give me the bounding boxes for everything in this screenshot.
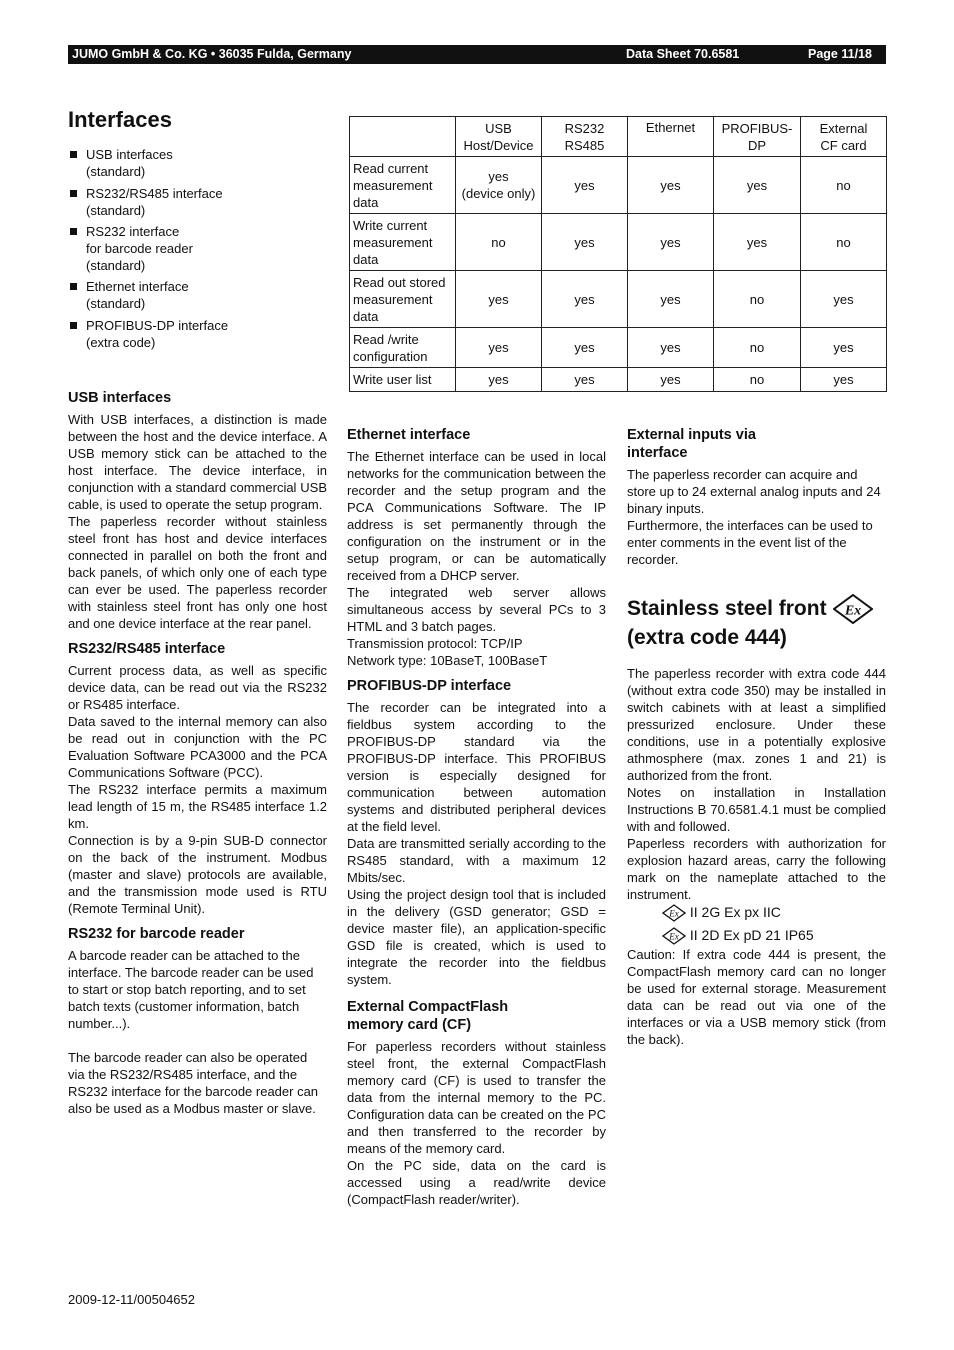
- table-header-row: [350, 117, 887, 157]
- table-row: [350, 271, 887, 328]
- bullet-text: RS232/RS485 interface (standard): [86, 186, 223, 218]
- table-cell: yes: [628, 328, 714, 368]
- ex-mark-text: II 2D Ex pD 21 IP65: [689, 927, 814, 943]
- ex-mark-icon: [662, 927, 686, 945]
- table-cell: Read out stored measurement data: [350, 271, 456, 328]
- header-bar: [68, 45, 886, 64]
- table-cell: yes: [542, 214, 628, 271]
- table-header-cell: RS232 RS485: [542, 117, 628, 157]
- bullet-text: Ethernet interface (standard): [86, 279, 189, 311]
- table-header-cell: Ethernet: [628, 117, 714, 157]
- table-cell: yes: [801, 328, 887, 368]
- table-cell: yes: [456, 368, 542, 392]
- left-column: [68, 389, 327, 1117]
- table-row: [350, 214, 887, 271]
- ethernet-heading: Ethernet interface: [347, 427, 471, 443]
- bullet-icon: [70, 228, 77, 235]
- table-cell: yes: [628, 368, 714, 392]
- ethernet-paragraph: The integrated web server allows simultaneous access by several PCs to 3 HTML and 3 batch pages.: [347, 585, 606, 634]
- table-cell: no: [714, 368, 801, 392]
- bullet-icon: [70, 283, 77, 290]
- stainless-paragraph: Notes on installation in Installation Instructions B 70.6581.4.1 must be complied with and followed.: [627, 785, 886, 834]
- caution-block: [627, 946, 886, 1048]
- table-cell: no: [801, 214, 887, 271]
- ex-mark-line: [662, 925, 814, 945]
- ethernet-paragraph: The Ethernet interface can be used in local networks for the communication between the recorder and the setup program and the PCA Communications Software. The IP address is set permanently through the configuration on the instrument or in the setup program, or can be automatically received from a DHCP server.: [347, 449, 606, 583]
- external-paragraph: The paperless recorder can acquire and store up to 24 external analog inputs and 24 binary inputs.: [627, 467, 881, 516]
- rs232-heading: RS232/RS485 interface: [68, 641, 226, 657]
- page-title: Interfaces: [68, 107, 172, 132]
- table-cell: no: [714, 271, 801, 328]
- rs232-paragraph: Data saved to the internal memory can also be read out in conjunction with the PC Evaluation Software PCA3000 and the PCA Communications Software (PCC).: [68, 714, 327, 780]
- header-datasheet: Data Sheet 70.6581: [626, 47, 740, 61]
- rs232-paragraph: Current process data, as well as specific device data, can be read out via the RS232 or RS485 interface.: [68, 663, 327, 712]
- ex-mark-text: II 2G Ex px IIC: [689, 904, 781, 920]
- table-header-cell: USB Host/Device: [456, 117, 542, 157]
- table-cell: yes: [628, 271, 714, 328]
- rs232-paragraph: Connection is by a 9-pin SUB-D connector on the back of the instrument. Modbus (master and slave) protocols are available, and the transmission mode used is RTU (Remote Terminal Unit).: [68, 833, 327, 916]
- external-paragraph: Furthermore, the interfaces can be used to enter comments in the event list of the recorder.: [627, 518, 873, 567]
- external-heading: External inputs via interface: [627, 427, 756, 461]
- table-header-cell: [350, 117, 456, 157]
- table-cell: Write current measurement data: [350, 214, 456, 271]
- bullet-icon: [70, 151, 77, 158]
- table-cell: no: [456, 214, 542, 271]
- table-row: [350, 368, 887, 392]
- table-cell: Read current measurement data: [350, 157, 456, 214]
- stainless-title: Stainless steel front: [627, 597, 827, 620]
- svg-text:Ex: Ex: [669, 908, 679, 919]
- table-cell: no: [714, 328, 801, 368]
- table-cell: yes: [542, 157, 628, 214]
- barcode-heading: RS232 for barcode reader: [68, 926, 245, 942]
- stainless-body: [627, 665, 886, 903]
- table-cell: yes: [542, 368, 628, 392]
- table-cell: yes: [628, 214, 714, 271]
- profibus-paragraph: Data are transmitted serially according to the RS485 standard, with a maximum 12 Mbits/sec.: [347, 836, 606, 885]
- stainless-subtitle: (extra code 444): [627, 626, 787, 649]
- usb-heading: USB interfaces: [68, 390, 172, 406]
- header-company: JUMO GmbH & Co. KG • 36035 Fulda, Germany: [72, 47, 352, 61]
- header-page: Page 11/18: [808, 47, 872, 61]
- table-row: [350, 328, 887, 368]
- usb-paragraph: The paperless recorder without stainless steel front has host and device interfaces connected in parallel on both the front and back panels, of which only one of each type can ever be used. The paperless recorder with stainless steel front has only one host and one device interface at the rear panel.: [68, 514, 327, 631]
- interfaces-table: [349, 116, 887, 392]
- table-cell: yes: [801, 271, 887, 328]
- table-cell: yes: [542, 271, 628, 328]
- table-header-cell: PROFIBUS- DP: [714, 117, 801, 157]
- svg-text:Ex: Ex: [669, 931, 679, 942]
- profibus-paragraph: The recorder can be integrated into a fieldbus system according to the PROFIBUS-DP standard via the PROFIBUS-DP interface. This PROFIBUS version is especially designed for communication between automation systems and distributed peripheral devices at the field level.: [347, 700, 606, 834]
- table-cell: yes: [628, 157, 714, 214]
- bullet-text: PROFIBUS-DP interface (extra code): [86, 318, 229, 350]
- table-header-cell: External CF card: [801, 117, 887, 157]
- ethernet-paragraph: Network type: 10BaseT, 100BaseT: [347, 653, 548, 668]
- profibus-heading: PROFIBUS-DP interface: [347, 678, 512, 694]
- svg-text:Ex: Ex: [844, 603, 861, 619]
- table-cell: yes: [714, 214, 801, 271]
- barcode-paragraph: The barcode reader can also be operated via the RS232/RS485 interface, and the RS232 interface for the barcode reader can also be used as a Modbus master or slave.: [68, 1050, 319, 1116]
- table-cell: yes: [714, 157, 801, 214]
- caution-paragraph: Caution: If extra code 444 is present, the CompactFlash memory card can no longer be used for external storage. Measurement data can be read out via one of the interfaces or via a USB memory stick (from the back).: [627, 947, 886, 1047]
- stainless-paragraph: Paperless recorders with authorization for explosion hazard areas, carry the following mark on the nameplate attached to the instrument.: [627, 836, 886, 902]
- usb-paragraph: With USB interfaces, a distinction is made between the host and the device interface. A USB memory stick can be attached to the host interface. The device interface, in conjunction with a standard commercial USB cable, is used to operate the setup program.: [68, 412, 327, 512]
- profibus-paragraph: Using the project design tool that is included in the delivery (GSD generator; GSD = device master file), an application-specific GSD file is created, which is used to integrate the recorder into the fieldbus system.: [347, 887, 606, 987]
- table-row: [350, 157, 887, 214]
- table-cell: yes: [801, 368, 887, 392]
- ex-mark-icon: [833, 594, 873, 624]
- bullet-icon: [70, 322, 77, 329]
- bullet-icon: [70, 190, 77, 197]
- footer-date: 2009-12-11/00504652: [68, 1292, 195, 1307]
- table-cell: yes: [542, 328, 628, 368]
- table-cell: yes: [456, 271, 542, 328]
- table-cell: no: [801, 157, 887, 214]
- ethernet-paragraph: Transmission protocol: TCP/IP: [347, 636, 523, 651]
- ex-mark-icon: [662, 904, 686, 922]
- bullet-text: USB interfaces (standard): [86, 147, 173, 179]
- table-cell: Write user list: [350, 368, 456, 392]
- table-cell: Read /write configuration: [350, 328, 456, 368]
- cf-paragraph: On the PC side, data on the card is accessed using a read/write device (CompactFlash reader/writer).: [347, 1158, 606, 1207]
- right-column: [627, 426, 886, 568]
- stainless-heading: [627, 594, 873, 652]
- barcode-paragraph: A barcode reader can be attached to the interface. The barcode reader can be used to start or stop batch reporting, and to set batch texts (customer information, batch number...).: [68, 948, 314, 1031]
- stainless-paragraph: The paperless recorder with extra code 444 (without extra code 350) may be installed in switch cabinets with at least a simplified pressurized enclosure. Under these conditions, use in a potentially explosive athmosphere (max. zones 1 and 21) is authorized from the front.: [627, 666, 886, 783]
- cf-paragraph: For paperless recorders without stainless steel front, the external CompactFlash memory card (CF) is used to transfer the data from the internal memory to the PC. Configuration data can be created on the PC and then transferred to the recorder by means of the memory card.: [347, 1039, 606, 1156]
- middle-column: [347, 426, 606, 1208]
- cf-heading: External CompactFlash memory card (CF): [347, 999, 509, 1033]
- rs232-paragraph: The RS232 interface permits a maximum lead length of 15 m, the RS485 interface 1.2 km.: [68, 782, 327, 831]
- table-cell: yes (device only): [456, 157, 542, 214]
- bullet-text: RS232 interface for barcode reader (standard): [86, 224, 193, 273]
- ex-mark-line: [662, 902, 781, 922]
- table-cell: yes: [456, 328, 542, 368]
